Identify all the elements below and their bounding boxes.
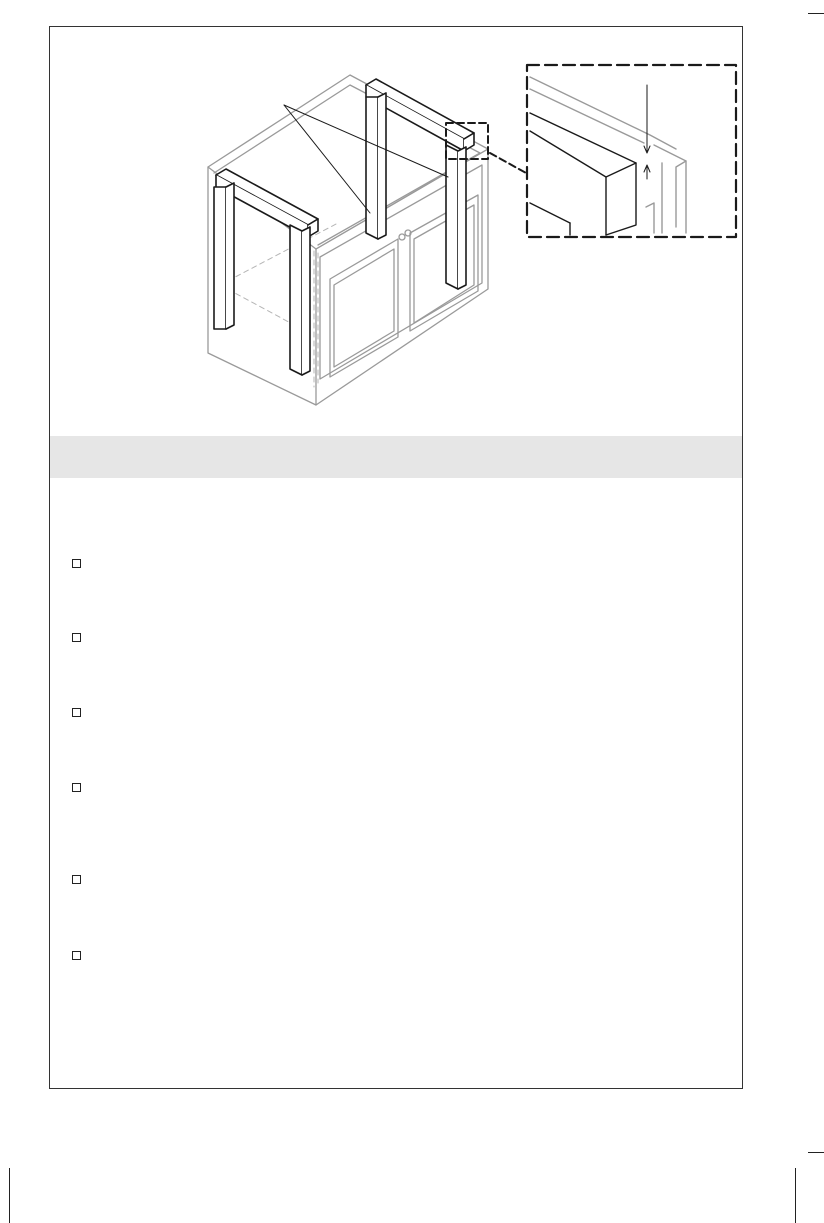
left-support-frame [214,169,318,375]
checkbox[interactable] [72,559,81,568]
checkbox[interactable] [72,708,81,717]
checklist-item[interactable] [72,875,91,884]
checklist-item[interactable] [72,783,91,792]
detail-connector [490,153,526,173]
checklist [50,479,742,1079]
checklist-item[interactable] [72,633,91,642]
checkbox[interactable] [72,951,81,960]
right-support-frame [366,79,474,289]
crop-mark-bottom-left-vertical [9,1168,10,1223]
checkbox[interactable] [72,783,81,792]
cabinet-installation-illustration [50,27,744,437]
checklist-item[interactable] [72,708,91,717]
detail-enlargement [530,77,686,235]
crop-mark-top-right [808,13,824,14]
checklist-item[interactable] [72,951,91,960]
checkbox[interactable] [72,633,81,642]
crop-mark-bottom-right [808,1152,824,1153]
crop-mark-bottom-right-vertical [795,1168,796,1223]
checkbox[interactable] [72,875,81,884]
checklist-item[interactable] [72,559,91,568]
page-frame [49,26,743,1089]
section-header-band [50,436,742,478]
